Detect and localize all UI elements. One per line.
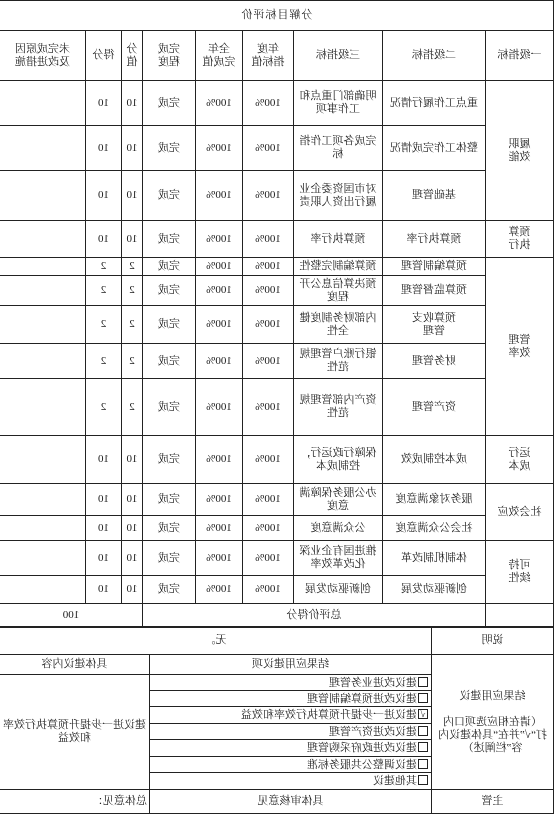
level2-indicator-cell: 服务对象满意度 — [383, 484, 486, 516]
annual-actual-cell: 100% — [196, 171, 243, 221]
reason-cell — [0, 171, 86, 221]
level2-indicator-cell: 预算收支 管理 — [383, 306, 486, 344]
review-item: 具体审核意见 — [150, 790, 432, 814]
suggestion-option-label: 其他建议 — [373, 775, 417, 787]
completion-degree-cell: 完成 — [143, 344, 196, 379]
table-row — [0, 576, 554, 604]
level2-indicator-cell: 体制机制改革 — [383, 541, 486, 576]
checkbox-icon[interactable] — [418, 759, 428, 769]
completion-degree-cell: 完成 — [143, 306, 196, 344]
level2-indicator-cell: 预算监督管理 — [383, 276, 486, 306]
reason-cell — [0, 306, 86, 344]
completion-degree-cell: 完成 — [143, 258, 196, 276]
annual-target-cell: 100% — [243, 221, 294, 258]
suggestion-content-header: 具体建议内容 — [0, 655, 150, 675]
level2-indicator-cell: 创新驱动发展 — [383, 576, 486, 604]
table-row — [0, 484, 554, 516]
header-score: 得分 — [86, 31, 122, 81]
score-cell: 10 — [86, 576, 122, 604]
completion-degree-cell: 完成 — [143, 171, 196, 221]
annual-target-cell: 100% — [243, 258, 294, 276]
reason-cell — [0, 258, 86, 276]
score-cell: 10 — [86, 126, 122, 171]
suggestion-content: 建议进一步提升预算执行效率和效益 — [0, 675, 150, 790]
level3-indicator-cell: 保障行政运行，控制成本 — [294, 436, 383, 484]
checkbox-icon[interactable] — [418, 693, 428, 703]
level3-indicator-cell: 资产内部管理规范性 — [294, 379, 383, 436]
level2-indicator-cell: 预算执行率 — [383, 221, 486, 258]
suggestion-option-label: 建议改进业务管理 — [329, 676, 417, 689]
annual-actual-cell: 100% — [196, 126, 243, 171]
table-row — [0, 258, 554, 276]
suggestion-label-title: 结果应用建议 — [459, 689, 526, 702]
level3-indicator-cell: 完成各项工作指标 — [294, 126, 383, 171]
header-level3: 三级指标 — [294, 31, 383, 81]
level2-indicator-cell: 基础管理 — [383, 171, 486, 221]
reason-cell — [0, 276, 86, 306]
level2-indicator-cell: 社会公众满意度 — [383, 516, 486, 541]
annual-actual-cell: 100% — [196, 436, 243, 484]
reason-cell — [0, 484, 86, 516]
level3-indicator-cell: 创新驱动发展 — [294, 576, 383, 604]
annual-target-cell: 100% — [243, 171, 294, 221]
level3-indicator-cell: 对市国资委企业履行出资人职责 — [294, 171, 383, 221]
review-label: 主管 — [432, 790, 554, 814]
total-row — [0, 604, 554, 628]
header-annual-target: 年度 指标值 — [243, 31, 294, 81]
completion-degree-cell: 完成 — [143, 576, 196, 604]
result-application-table — [0, 626, 554, 814]
suggestion-option — [150, 773, 432, 790]
level2-indicator-cell: 资产管理 — [383, 379, 486, 436]
score-cell: 2 — [86, 276, 122, 306]
completion-degree-cell: 完成 — [143, 541, 196, 576]
title-row — [0, 1, 554, 31]
suggestion-header-row — [0, 655, 554, 675]
score-cell: 10 — [86, 484, 122, 516]
reason-cell — [0, 541, 86, 576]
weight-cell: 10 — [122, 576, 143, 604]
suggestion-option-label: 建议改进政府采购管理 — [307, 742, 417, 754]
weight-cell: 10 — [122, 126, 143, 171]
weight-cell: 10 — [122, 436, 143, 484]
annual-actual-cell: 100% — [196, 379, 243, 436]
weight-cell: 10 — [122, 221, 143, 258]
table-row — [0, 276, 554, 306]
indicator-rows — [0, 81, 554, 604]
annual-target-cell: 100% — [243, 436, 294, 484]
weight-cell: 10 — [122, 516, 143, 541]
weight-cell: 10 — [122, 171, 143, 221]
score-cell: 10 — [86, 516, 122, 541]
suggestion-option — [150, 740, 432, 757]
annual-target-cell: 100% — [243, 484, 294, 516]
level3-indicator-cell: 预算编制完整性 — [294, 258, 383, 276]
total-score: 100 — [0, 604, 143, 628]
annual-actual-cell: 100% — [196, 541, 243, 576]
reason-cell — [0, 344, 86, 379]
table-title: 分解目标评价 — [0, 1, 554, 31]
score-cell: 10 — [86, 171, 122, 221]
weight-cell: 10 — [122, 81, 143, 126]
suggestion-label — [432, 655, 554, 790]
weight-cell: 2 — [122, 344, 143, 379]
score-cell: 10 — [86, 436, 122, 484]
review-row — [0, 790, 554, 814]
score-cell: 10 — [86, 541, 122, 576]
suggestion-option-label: 建议进一步提升预算执行效率和效益 — [241, 709, 417, 721]
notes-label: 说明 — [432, 627, 554, 655]
table-row — [0, 126, 554, 171]
annual-actual-cell: 100% — [196, 516, 243, 541]
weight-cell: 10 — [122, 484, 143, 516]
level3-indicator-cell: 明确部门重点和工作事项 — [294, 81, 383, 126]
completion-degree-cell: 完成 — [143, 276, 196, 306]
completion-degree-cell: 完成 — [143, 484, 196, 516]
score-cell: 10 — [86, 221, 122, 258]
completion-degree-cell: 完成 — [143, 516, 196, 541]
annual-target-cell: 100% — [243, 541, 294, 576]
annual-actual-cell: 100% — [196, 344, 243, 379]
completion-degree-cell: 完成 — [143, 379, 196, 436]
level2-indicator-cell: 成本控制成效 — [383, 436, 486, 484]
level2-indicator-cell: 财务管理 — [383, 344, 486, 379]
review-overall: 总体意见： — [0, 790, 150, 814]
completion-degree-cell: 完成 — [143, 126, 196, 171]
annual-actual-cell: 100% — [196, 81, 243, 126]
level1-indicator-cell: 预算 执行 — [486, 221, 554, 258]
reason-cell — [0, 576, 86, 604]
annual-target-cell: 100% — [243, 276, 294, 306]
level2-indicator-cell: 重点工作履行情况 — [383, 81, 486, 126]
header-row — [0, 31, 554, 81]
suggestion-option-label: 建议改进预算编制管理 — [307, 692, 417, 705]
level2-indicator-cell: 整体工作完成情况 — [383, 126, 486, 171]
score-cell: 2 — [86, 379, 122, 436]
suggestion-option — [150, 707, 432, 724]
annual-target-cell: 100% — [243, 576, 294, 604]
checkbox-icon[interactable] — [418, 677, 428, 687]
weight-cell: 2 — [122, 258, 143, 276]
weight-cell: 10 — [122, 541, 143, 576]
reason-cell — [0, 221, 86, 258]
header-annual-actual: 全年 完成值 — [196, 31, 243, 81]
suggestion-option — [150, 724, 432, 740]
annual-target-cell: 100% — [243, 379, 294, 436]
annual-target-cell: 100% — [243, 306, 294, 344]
header-level2: 二级指标 — [383, 31, 486, 81]
checkbox-checked-icon[interactable]: √ — [418, 709, 428, 719]
reason-cell — [0, 126, 86, 171]
weight-cell: 2 — [122, 306, 143, 344]
completion-degree-cell: 完成 — [143, 81, 196, 126]
level3-indicator-cell: 内部财务制度健全性 — [294, 306, 383, 344]
table-row — [0, 541, 554, 576]
level1-indicator-cell: 可持 续性 — [486, 541, 554, 604]
checkbox-icon[interactable] — [418, 726, 428, 736]
table-row — [0, 306, 554, 344]
table-row — [0, 221, 554, 258]
table-row — [0, 379, 554, 436]
suggestion-option — [150, 675, 432, 691]
checkbox-icon[interactable] — [418, 742, 428, 752]
total-label: 总评价得分 — [143, 604, 486, 628]
notes-row — [0, 627, 554, 655]
annual-target-cell: 100% — [243, 126, 294, 171]
level3-indicator-cell: 推进国有企业深化改革效率 — [294, 541, 383, 576]
annual-actual-cell: 100% — [196, 306, 243, 344]
annual-actual-cell: 100% — [196, 484, 243, 516]
table-row — [0, 171, 554, 221]
score-cell: 2 — [86, 344, 122, 379]
reason-cell — [0, 516, 86, 541]
annual-target-cell: 100% — [243, 344, 294, 379]
completion-degree-cell: 完成 — [143, 436, 196, 484]
level1-indicator-cell: 社会效应 — [486, 484, 554, 541]
suggestion-option — [150, 691, 432, 707]
annual-actual-cell: 100% — [196, 276, 243, 306]
checkbox-icon[interactable] — [418, 775, 428, 785]
weight-cell: 2 — [122, 276, 143, 306]
suggestion-item-header: 结果应用建议项 — [150, 655, 432, 675]
table-row — [0, 516, 554, 541]
score-cell: 10 — [86, 81, 122, 126]
header-level1: 一级指标 — [486, 31, 554, 81]
annual-actual-cell: 100% — [196, 258, 243, 276]
level1-indicator-cell: 管理 效率 — [486, 258, 554, 436]
completion-degree-cell: 完成 — [143, 221, 196, 258]
score-cell: 2 — [86, 258, 122, 276]
reason-cell — [0, 379, 86, 436]
reason-cell — [0, 81, 86, 126]
level1-indicator-cell: 履职 效能 — [486, 81, 554, 221]
header-weight: 分 值 — [122, 31, 143, 81]
annual-target-cell: 100% — [243, 516, 294, 541]
reason-cell — [0, 436, 86, 484]
level3-indicator-cell: 预决算信息公开程度 — [294, 276, 383, 306]
header-reason: 未完成原因 及改进措施 — [0, 31, 86, 81]
level2-indicator-cell: 预算编制管理 — [383, 258, 486, 276]
annual-actual-cell: 100% — [196, 576, 243, 604]
weight-cell: 2 — [122, 379, 143, 436]
level3-indicator-cell: 公众满意度 — [294, 516, 383, 541]
level3-indicator-cell: 办公服务保障满意度 — [294, 484, 383, 516]
suggestion-option-label: 建议调整公共服务标准 — [307, 758, 417, 771]
total-blank-cell — [486, 604, 554, 628]
level3-indicator-cell: 预算执行率 — [294, 221, 383, 258]
table-row — [0, 344, 554, 379]
annual-actual-cell: 100% — [196, 221, 243, 258]
table-row — [0, 436, 554, 484]
score-cell: 2 — [86, 306, 122, 344]
table-row — [0, 81, 554, 126]
suggestion-option — [150, 757, 432, 773]
suggestion-label-note: （请在相应选项口内打“√”并在“具体建议内容”栏阐述） — [438, 715, 547, 754]
level1-indicator-cell: 运行 成本 — [486, 436, 554, 484]
annual-target-cell: 100% — [243, 81, 294, 126]
level3-indicator-cell: 银行账户管理规范性 — [294, 344, 383, 379]
suggestion-option-label: 建议改进资产管理 — [329, 725, 417, 738]
notes-value: 无。 — [0, 627, 432, 655]
header-completion-degree: 完成 程度 — [143, 31, 196, 81]
